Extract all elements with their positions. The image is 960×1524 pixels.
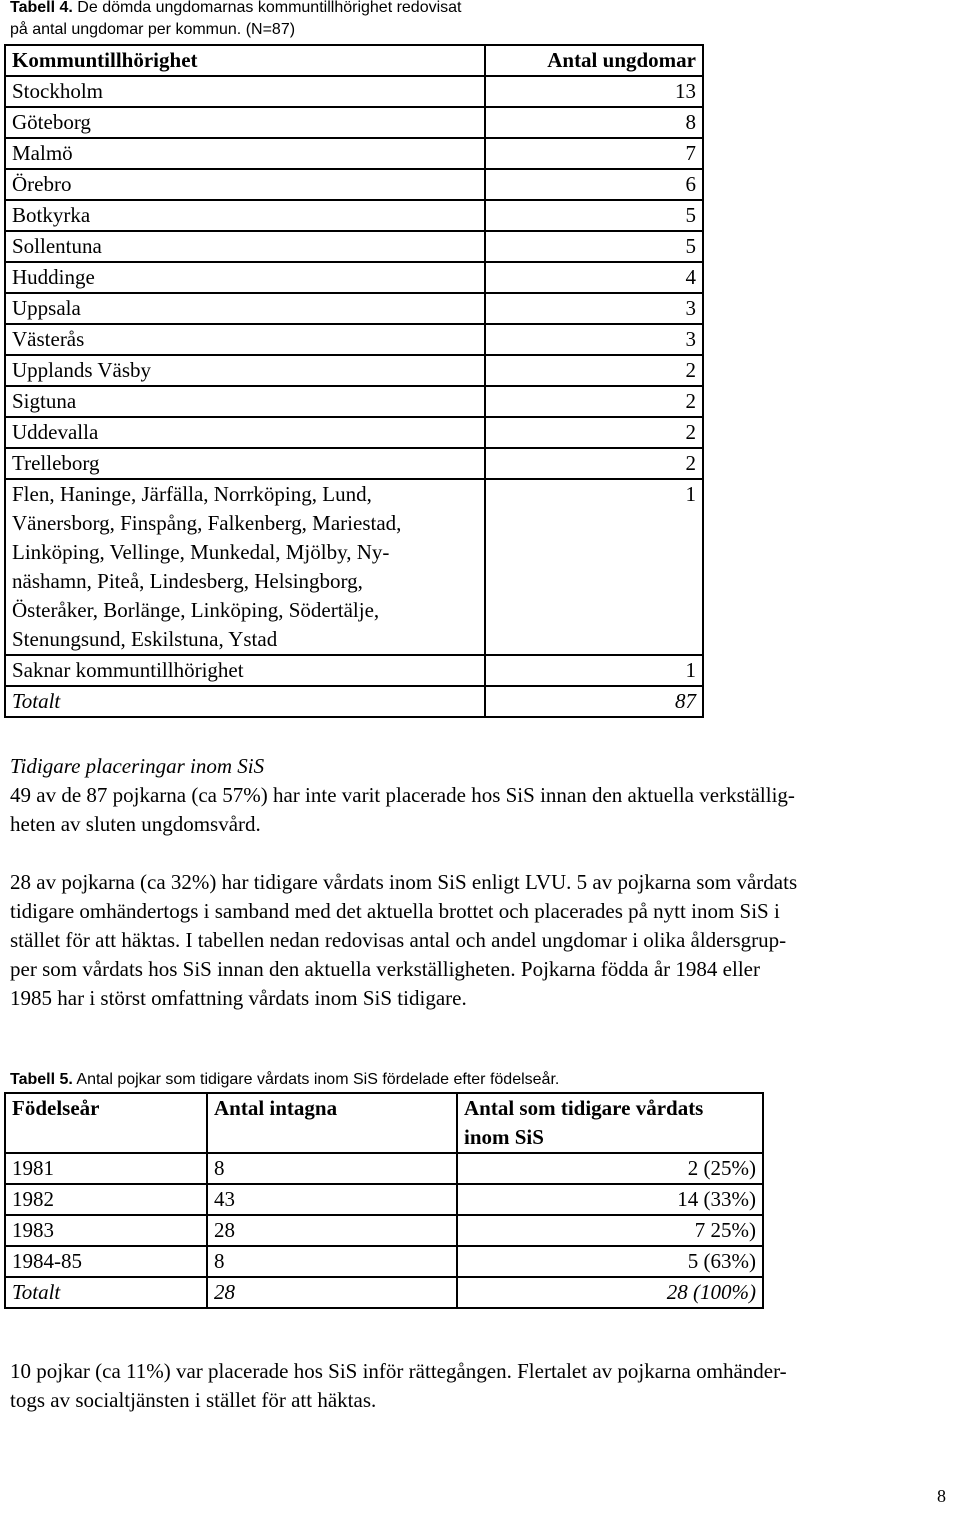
page-number: 8	[937, 1486, 946, 1506]
cell-intake: 28	[207, 1277, 457, 1308]
table-row	[5, 448, 703, 479]
table-row	[5, 293, 703, 324]
table4-header-count: Antal ungdomar	[485, 45, 703, 76]
row-value: 3	[485, 324, 703, 355]
table-row	[5, 169, 703, 200]
table-total-row	[5, 1277, 763, 1308]
cell-intake: 8	[207, 1153, 457, 1184]
multi-line: näshamn, Piteå, Lindesberg, Helsingborg,	[12, 569, 363, 593]
header-line: Antal som tidigare vårdats	[464, 1096, 704, 1120]
paragraph-line: 10 pojkar (ca 11%) var placerade hos SiS inför rättegången. Flertalet av pojkarna omhänder-	[10, 1359, 787, 1383]
section-heading: Tidigare placeringar inom SiS	[10, 754, 265, 778]
table-row	[5, 1184, 763, 1215]
cell-previous: 14 (33%)	[457, 1184, 763, 1215]
multi-line: Österåker, Borlänge, Linköping, Södertälje,	[12, 598, 380, 622]
cell-previous: 7 25%)	[457, 1215, 763, 1246]
row-label: Malmö	[5, 138, 485, 169]
row-label: Västerås	[5, 324, 485, 355]
row-value: 2	[485, 386, 703, 417]
paragraph-line: tidigare omhändertogs i samband med det aktuella brottet och placerades på nytt inom SiS i	[10, 899, 780, 923]
table-row	[5, 324, 703, 355]
table-row	[5, 1215, 763, 1246]
row-value: 3	[485, 293, 703, 324]
cell-year: 1984-85	[5, 1246, 207, 1277]
table-row	[5, 200, 703, 231]
table4-caption-label: Tabell 4.	[10, 0, 73, 16]
paragraph-line: 28 av pojkarna (ca 32%) har tidigare vårdats inom SiS enligt LVU. 5 av pojkarna som vårdats	[10, 870, 798, 894]
table-row	[5, 355, 703, 386]
cell-previous: 5 (63%)	[457, 1246, 763, 1277]
row-value: 1	[485, 479, 703, 655]
paragraph-line: stället för att häktas. I tabellen nedan redovisas antal och andel ungdomar i olika åldersgrup-	[10, 928, 787, 952]
row-value: 6	[485, 169, 703, 200]
cell-year: Totalt	[5, 1277, 207, 1308]
table-row	[5, 76, 703, 107]
table-row	[5, 655, 703, 686]
paragraph-1	[10, 781, 950, 839]
row-label-multi	[5, 479, 485, 655]
table5-header-birthyear: Födelseår	[5, 1093, 207, 1153]
row-value: 5	[485, 200, 703, 231]
paragraph-line: 1985 har i störst omfattning vårdats inom SiS tidigare.	[10, 986, 467, 1010]
table-total-row	[5, 686, 703, 717]
paragraph-line: togs av socialtjänsten i stället för att häktas.	[10, 1388, 377, 1412]
row-label: Uddevalla	[5, 417, 485, 448]
cell-year: 1981	[5, 1153, 207, 1184]
table-row-multi	[5, 479, 703, 655]
row-label: Stockholm	[5, 76, 485, 107]
table5-caption-label: Tabell 5.	[10, 1071, 73, 1088]
row-value: 7	[485, 138, 703, 169]
cell-year: 1983	[5, 1215, 207, 1246]
cell-previous: 2 (25%)	[457, 1153, 763, 1184]
table4	[4, 44, 704, 718]
table-row	[5, 386, 703, 417]
row-label: Göteborg	[5, 107, 485, 138]
row-label: Saknar kommuntillhörighet	[5, 655, 485, 686]
table5-caption	[10, 1070, 559, 1090]
row-value: 1	[485, 655, 703, 686]
cell-year: 1982	[5, 1184, 207, 1215]
table5-caption-text: Antal pojkar som tidigare vårdats inom SiS fördelade efter födelseår.	[76, 1071, 560, 1088]
table5-header-intake: Antal intagna	[207, 1093, 457, 1153]
table5-header-previous	[457, 1093, 763, 1153]
row-value: 2	[485, 448, 703, 479]
row-label: Sigtuna	[5, 386, 485, 417]
total-label: Totalt	[5, 686, 485, 717]
table5	[4, 1092, 764, 1309]
row-value: 8	[485, 107, 703, 138]
multi-line: Flen, Haninge, Järfälla, Norrköping, Lund,	[12, 482, 372, 506]
cell-intake: 28	[207, 1215, 457, 1246]
table-row	[5, 231, 703, 262]
table4-caption	[10, 0, 462, 18]
closing-paragraph	[10, 1357, 950, 1415]
table-row	[5, 107, 703, 138]
table-row	[5, 1153, 763, 1184]
header-line: inom SiS	[464, 1125, 544, 1149]
total-value: 87	[485, 686, 703, 717]
row-label: Huddinge	[5, 262, 485, 293]
row-label: Uppsala	[5, 293, 485, 324]
table-row	[5, 138, 703, 169]
table4-caption-text: De dömda ungdomarnas kommuntillhörighet redovisat	[77, 0, 462, 16]
table-row	[5, 1246, 763, 1277]
row-label: Trelleborg	[5, 448, 485, 479]
row-label: Upplands Väsby	[5, 355, 485, 386]
row-value: 4	[485, 262, 703, 293]
row-value: 5	[485, 231, 703, 262]
row-value: 13	[485, 76, 703, 107]
row-label: Sollentuna	[5, 231, 485, 262]
paragraph-line: heten av sluten ungdomsvård.	[10, 812, 261, 836]
table4-header-row	[5, 45, 703, 76]
cell-previous: 28 (100%)	[457, 1277, 763, 1308]
table-row	[5, 417, 703, 448]
cell-intake: 8	[207, 1246, 457, 1277]
cell-intake: 43	[207, 1184, 457, 1215]
row-value: 2	[485, 417, 703, 448]
paragraph-line: 49 av de 87 pojkarna (ca 57%) har inte varit placerade hos SiS innan den aktuella verkställig-	[10, 783, 795, 807]
multi-line: Vänersborg, Finspång, Falkenberg, Mariestad,	[12, 511, 402, 535]
paragraph-2	[10, 868, 950, 1013]
table-row	[5, 262, 703, 293]
table4-caption-line2: på antal ungdomar per kommun. (N=87)	[10, 21, 296, 38]
multi-line: Linköping, Vellinge, Munkedal, Mjölby, Ny-	[12, 540, 390, 564]
table4-header-municipality: Kommuntillhörighet	[5, 45, 485, 76]
multi-line: Stenungsund, Eskilstuna, Ystad	[12, 627, 278, 651]
paragraph-line: per som vårdats hos SiS innan den aktuella verkställigheten. Pojkarna födda år 1984 eller	[10, 957, 760, 981]
table5-header-row	[5, 1093, 763, 1153]
row-value: 2	[485, 355, 703, 386]
row-label: Botkyrka	[5, 200, 485, 231]
row-label: Örebro	[5, 169, 485, 200]
